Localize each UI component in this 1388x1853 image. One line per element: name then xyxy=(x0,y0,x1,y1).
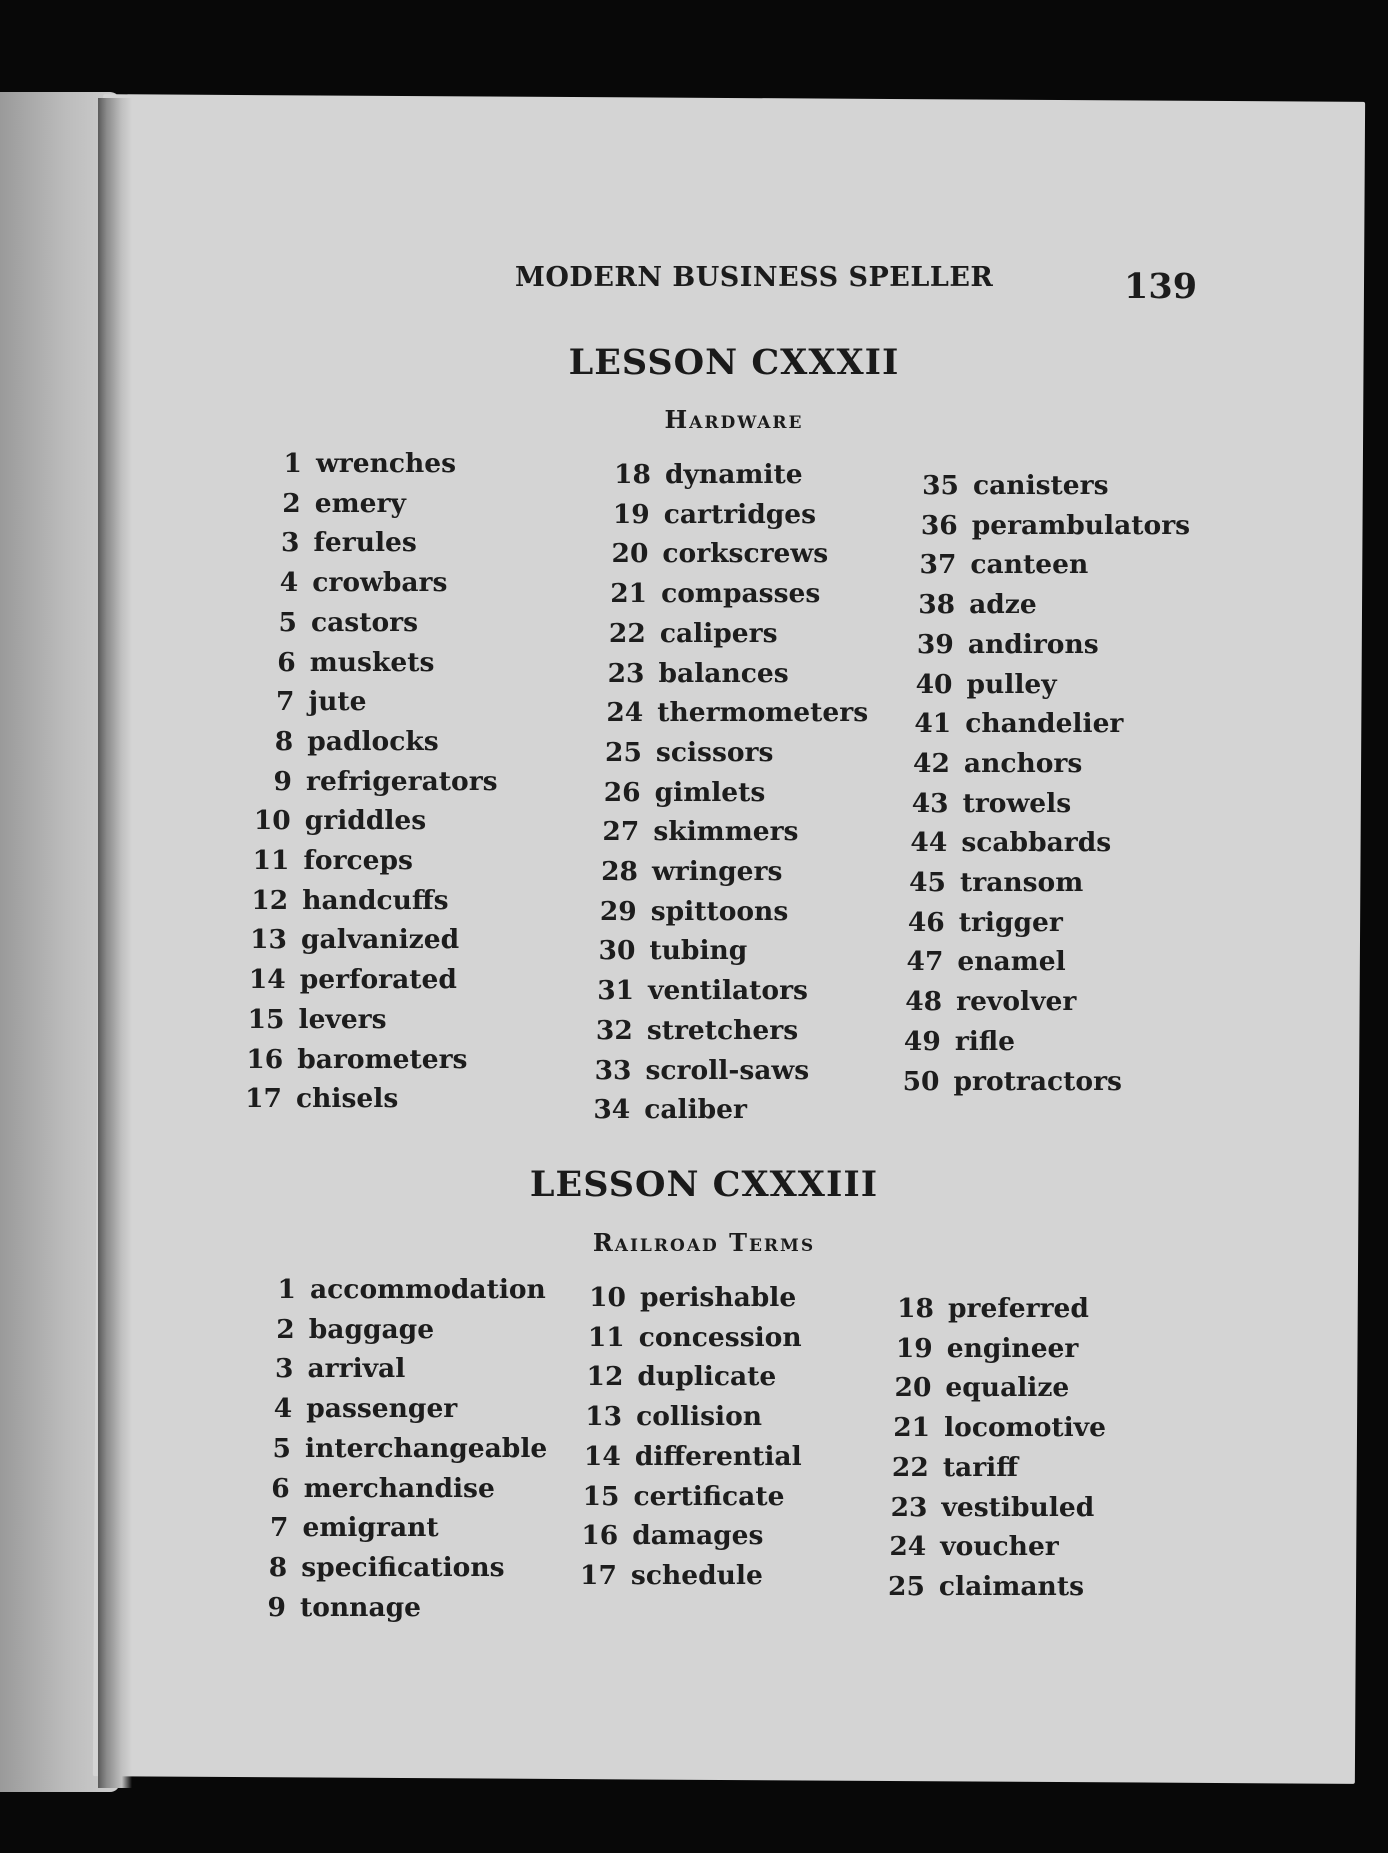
word-text: caliber xyxy=(644,1094,747,1126)
word-text: damages xyxy=(632,1520,764,1552)
word-number: 12 xyxy=(586,1361,624,1393)
word-entry xyxy=(247,1433,547,1464)
word-number: 34 xyxy=(593,1094,631,1126)
word-number: 48 xyxy=(905,986,943,1018)
word-number: 15 xyxy=(247,1003,285,1035)
word-entry xyxy=(593,896,789,927)
word-number: 25 xyxy=(888,1570,925,1602)
word-text: rifle xyxy=(954,1025,1015,1057)
word-text: ventilators xyxy=(648,975,808,1007)
word-entry xyxy=(881,1571,1084,1602)
word-text: anchors xyxy=(963,747,1083,779)
word-text: dynamite xyxy=(665,459,803,490)
word-entry xyxy=(591,935,747,966)
word-text: castors xyxy=(311,606,419,638)
word-text: adze xyxy=(969,589,1037,621)
word-text: emigrant xyxy=(302,1512,439,1544)
word-text: corkscrews xyxy=(662,538,829,570)
word-text: tubing xyxy=(649,935,748,967)
word-entry xyxy=(896,1066,1122,1097)
word-entry xyxy=(601,658,789,689)
word-number: 27 xyxy=(602,816,640,848)
word-text: andirons xyxy=(967,628,1099,660)
lesson-subtitle: Railroad Terms xyxy=(592,1228,816,1257)
word-entry xyxy=(253,607,418,638)
word-text: scabbards xyxy=(961,827,1112,859)
word-entry xyxy=(604,538,828,569)
word-text: muskets xyxy=(309,646,435,678)
word-entry xyxy=(248,1393,457,1424)
word-entry xyxy=(249,726,438,757)
word-entry xyxy=(243,924,459,955)
word-text: transom xyxy=(960,867,1084,898)
word-number: 6 xyxy=(277,646,296,678)
word-number: 44 xyxy=(910,827,948,859)
word-text: concession xyxy=(638,1321,802,1353)
word-number: 50 xyxy=(902,1065,940,1097)
word-entry xyxy=(901,907,1063,938)
word-number: 21 xyxy=(893,1412,931,1444)
page-number: 139 xyxy=(1124,266,1198,307)
word-entry xyxy=(248,766,498,797)
word-text: preferred xyxy=(948,1293,1089,1324)
word-number: 3 xyxy=(281,527,300,559)
lesson-subtitle: Hardware xyxy=(664,405,804,434)
word-number: 19 xyxy=(895,1332,933,1364)
word-text: claimants xyxy=(938,1570,1084,1602)
word-number: 37 xyxy=(919,549,957,581)
word-text: protractors xyxy=(953,1065,1122,1097)
word-entry xyxy=(607,459,803,490)
word-text: crowbars xyxy=(312,567,448,599)
word-number: 25 xyxy=(605,736,642,768)
word-text: trigger xyxy=(958,906,1063,938)
word-number: 16 xyxy=(581,1520,619,1552)
word-entry xyxy=(252,647,435,678)
word-number: 10 xyxy=(253,805,291,837)
word-entry xyxy=(244,885,448,916)
word-entry xyxy=(890,1293,1089,1324)
word-entry xyxy=(599,697,868,728)
word-text: wringers xyxy=(652,856,783,887)
word-number: 10 xyxy=(589,1282,626,1313)
word-text: griddles xyxy=(304,805,427,837)
word-number: 14 xyxy=(583,1440,621,1472)
word-number: 7 xyxy=(270,1512,289,1544)
word-text: equalize xyxy=(945,1372,1070,1404)
word-text: canteen xyxy=(970,549,1089,581)
word-number: 49 xyxy=(903,1025,941,1057)
word-text: levers xyxy=(298,1003,387,1035)
word-text: pulley xyxy=(966,668,1057,700)
word-number: 38 xyxy=(918,589,956,621)
word-number: 23 xyxy=(890,1491,928,1523)
word-number: 36 xyxy=(920,509,958,541)
word-entry xyxy=(594,856,782,887)
word-text: interchangeable xyxy=(305,1432,548,1464)
word-text: passenger xyxy=(306,1393,458,1425)
word-number: 29 xyxy=(599,895,637,927)
word-text: voucher xyxy=(940,1531,1059,1563)
word-text: accommodation xyxy=(310,1274,546,1305)
word-text: schedule xyxy=(630,1559,763,1591)
word-number: 3 xyxy=(275,1353,294,1385)
word-number: 4 xyxy=(273,1393,293,1425)
word-entry xyxy=(242,1592,421,1623)
word-number: 8 xyxy=(268,1551,288,1583)
word-entry xyxy=(581,1322,802,1353)
word-text: compasses xyxy=(661,578,821,610)
word-entry xyxy=(582,1282,796,1313)
word-entry xyxy=(238,1083,398,1114)
word-number: 26 xyxy=(603,776,641,808)
word-entry xyxy=(245,1512,439,1543)
word-entry xyxy=(597,777,766,808)
word-entry xyxy=(586,1094,747,1125)
word-text: differential xyxy=(634,1440,802,1472)
word-number: 6 xyxy=(271,1472,290,1504)
word-text: jute xyxy=(308,686,367,718)
word-number: 15 xyxy=(582,1480,620,1512)
word-text: perishable xyxy=(640,1282,797,1313)
word-number: 20 xyxy=(894,1372,932,1404)
word-number: 5 xyxy=(272,1432,291,1464)
word-entry xyxy=(915,470,1109,501)
running-header: MODERN BUSINESS SPELLER xyxy=(515,262,994,293)
word-text: enamel xyxy=(957,946,1066,978)
word-number: 18 xyxy=(614,459,651,490)
word-text: tonnage xyxy=(300,1591,422,1623)
word-entry xyxy=(899,946,1065,977)
word-text: forceps xyxy=(303,845,413,876)
word-entry xyxy=(579,1361,776,1392)
word-entry xyxy=(258,448,456,479)
word-text: barometers xyxy=(297,1043,468,1075)
word-entry xyxy=(251,1314,434,1345)
word-entry xyxy=(256,527,417,558)
word-entry xyxy=(912,549,1088,580)
word-number: 2 xyxy=(282,487,301,519)
word-text: refrigerators xyxy=(306,765,498,797)
word-entry xyxy=(914,510,1190,541)
word-text: padlocks xyxy=(307,725,439,757)
word-entry xyxy=(902,867,1083,898)
word-text: trowels xyxy=(962,787,1072,819)
word-text: certificate xyxy=(633,1480,785,1512)
word-entry xyxy=(606,499,816,530)
word-entry xyxy=(251,686,367,717)
word-number: 43 xyxy=(911,787,949,819)
word-number: 28 xyxy=(601,856,638,887)
page-gutter-shadow xyxy=(98,98,132,1788)
word-text: perforated xyxy=(299,964,457,996)
word-number: 22 xyxy=(891,1451,929,1483)
word-number: 2 xyxy=(276,1313,295,1345)
word-entry xyxy=(578,1401,762,1432)
word-number: 35 xyxy=(922,470,959,501)
lesson-title: LESSON CXXXII xyxy=(568,342,900,383)
word-number: 12 xyxy=(251,884,289,916)
word-entry xyxy=(250,1353,406,1384)
word-text: cartridges xyxy=(663,498,817,530)
word-entry xyxy=(576,1481,785,1512)
word-number: 1 xyxy=(277,1274,296,1305)
word-number: 14 xyxy=(248,964,286,996)
word-number: 18 xyxy=(897,1293,934,1324)
word-entry xyxy=(602,618,778,649)
lesson-title: LESSON CXXXIII xyxy=(529,1164,879,1205)
word-entry xyxy=(574,1520,763,1551)
word-entry xyxy=(905,788,1072,819)
word-entry xyxy=(257,488,406,519)
word-text: skimmers xyxy=(653,816,799,848)
word-number: 11 xyxy=(252,845,290,876)
word-entry xyxy=(588,1055,810,1086)
word-number: 39 xyxy=(916,628,954,660)
word-text: duplicate xyxy=(637,1361,777,1393)
word-entry xyxy=(897,1026,1015,1057)
word-entry xyxy=(911,589,1037,620)
word-entry xyxy=(241,1004,387,1035)
word-number: 32 xyxy=(595,1014,633,1046)
word-number: 24 xyxy=(889,1531,927,1563)
word-entry xyxy=(903,827,1111,858)
word-text: vestibuled xyxy=(941,1491,1095,1523)
word-entry xyxy=(573,1560,763,1591)
word-text: perambulators xyxy=(971,509,1191,541)
word-number: 45 xyxy=(909,867,946,898)
word-entry xyxy=(882,1531,1059,1562)
word-number: 11 xyxy=(587,1321,625,1353)
word-number: 41 xyxy=(914,708,952,740)
word-number: 9 xyxy=(267,1591,286,1623)
word-number: 13 xyxy=(250,924,287,956)
word-entry xyxy=(246,845,413,876)
word-entry xyxy=(595,816,798,847)
word-entry xyxy=(252,1274,546,1305)
word-number: 33 xyxy=(594,1054,632,1086)
word-text: locomotive xyxy=(944,1412,1106,1444)
word-entry xyxy=(906,748,1082,779)
word-entry xyxy=(885,1452,1018,1483)
word-entry xyxy=(909,669,1057,700)
word-number: 17 xyxy=(245,1083,282,1115)
word-entry xyxy=(910,629,1099,660)
word-entry xyxy=(577,1441,802,1472)
word-number: 20 xyxy=(611,538,649,570)
word-entry xyxy=(598,737,774,768)
word-number: 13 xyxy=(585,1401,623,1433)
word-entry xyxy=(590,975,808,1006)
word-text: galvanized xyxy=(301,924,460,956)
word-entry xyxy=(907,708,1123,739)
word-text: baggage xyxy=(308,1313,435,1345)
word-number: 42 xyxy=(913,747,950,779)
word-entry xyxy=(886,1412,1106,1443)
word-number: 5 xyxy=(278,606,297,638)
word-text: chisels xyxy=(296,1083,399,1115)
word-number: 40 xyxy=(915,668,953,700)
word-text: arrival xyxy=(307,1353,406,1385)
word-text: calipers xyxy=(659,617,778,649)
word-number: 8 xyxy=(274,725,294,757)
word-text: engineer xyxy=(946,1332,1079,1364)
word-text: wrenches xyxy=(316,448,457,479)
word-text: chandelier xyxy=(965,708,1124,740)
word-text: merchandise xyxy=(303,1472,495,1504)
word-text: scroll-saws xyxy=(645,1054,810,1086)
word-number: 24 xyxy=(606,697,644,729)
word-text: collision xyxy=(636,1401,763,1433)
word-text: balances xyxy=(658,657,789,689)
word-entry xyxy=(246,1473,495,1504)
word-number: 22 xyxy=(608,617,646,649)
word-entry xyxy=(243,1552,504,1583)
word-entry xyxy=(884,1492,1095,1523)
word-text: spittoons xyxy=(650,895,789,927)
word-number: 9 xyxy=(273,765,292,797)
word-entry xyxy=(254,567,447,598)
word-text: tariff xyxy=(942,1451,1019,1483)
word-text: revolver xyxy=(956,986,1077,1018)
word-entry xyxy=(898,986,1076,1017)
word-entry xyxy=(603,578,820,609)
word-number: 17 xyxy=(580,1559,617,1591)
word-text: ferules xyxy=(313,527,417,559)
word-entry xyxy=(887,1372,1069,1403)
word-text: specifications xyxy=(301,1551,505,1583)
word-text: scissors xyxy=(655,736,774,768)
word-text: thermometers xyxy=(657,697,869,729)
word-entry xyxy=(247,805,426,836)
word-number: 1 xyxy=(283,448,302,479)
word-entry xyxy=(242,964,457,995)
word-number: 16 xyxy=(246,1043,284,1075)
word-number: 46 xyxy=(907,906,945,938)
word-number: 23 xyxy=(607,657,645,689)
word-entry xyxy=(239,1044,467,1075)
word-entry xyxy=(889,1333,1079,1364)
word-number: 19 xyxy=(612,498,650,530)
word-number: 47 xyxy=(906,946,944,978)
word-text: handcuffs xyxy=(302,884,449,916)
word-number: 7 xyxy=(276,686,295,718)
word-text: stretchers xyxy=(646,1014,799,1046)
word-text: emery xyxy=(314,487,406,519)
word-number: 30 xyxy=(598,935,636,967)
word-number: 31 xyxy=(597,975,635,1007)
word-text: gimlets xyxy=(654,776,766,808)
word-number: 4 xyxy=(279,567,299,599)
word-text: canisters xyxy=(973,470,1109,501)
word-entry xyxy=(589,1015,798,1046)
word-number: 21 xyxy=(610,578,648,610)
